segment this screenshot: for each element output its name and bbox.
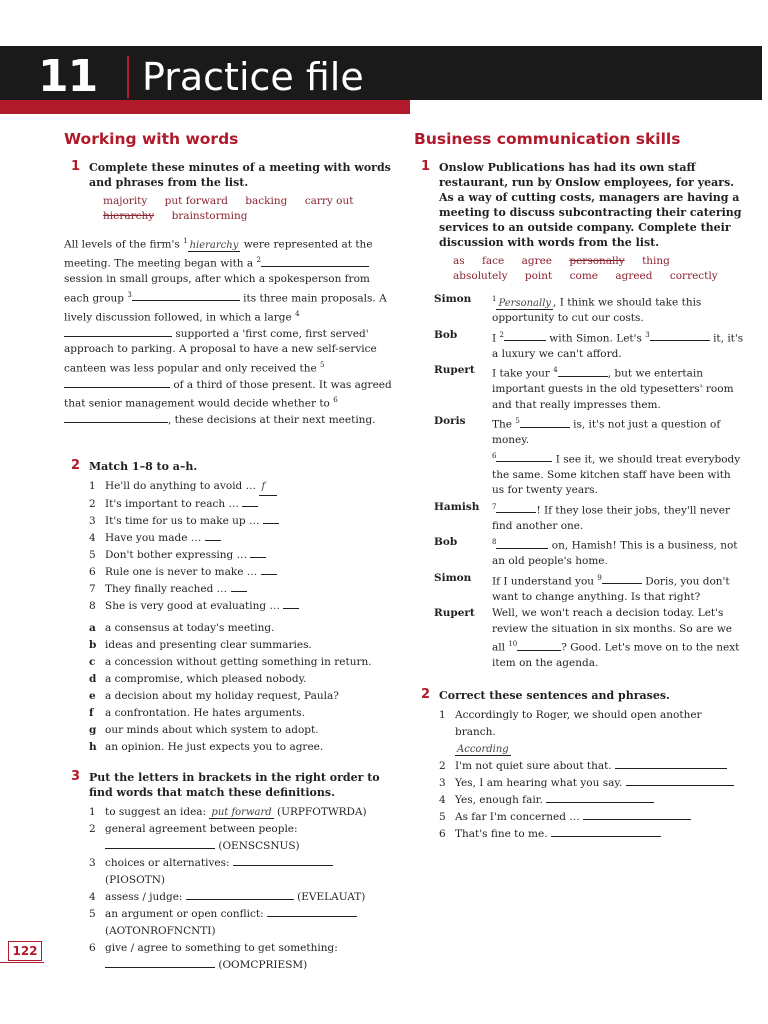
item-text: As far I'm concerned …: [455, 810, 580, 823]
option-text: a consensus at today's meeting.: [105, 621, 275, 634]
dialogue-line: [434, 328, 744, 363]
exercise-number: 1: [71, 159, 81, 174]
item-number: 4: [439, 793, 446, 806]
list-item: [89, 671, 394, 688]
dialogue-line: [434, 363, 744, 413]
handwritten-answer[interactable]: Personally: [498, 297, 552, 309]
list-item: [89, 637, 394, 654]
item-number: 3: [439, 776, 446, 789]
word-bank-item: absolutely: [453, 270, 508, 282]
exercise-2-right: [414, 688, 744, 843]
option-letter: b: [89, 638, 97, 651]
match-options: [89, 620, 394, 756]
gap-number: 4: [553, 366, 558, 374]
anagram-code: (EVELAUAT): [297, 890, 366, 903]
section-title-working-with-words: Working with words: [64, 130, 239, 148]
item-number: 8: [89, 599, 96, 612]
item-number: 7: [89, 582, 96, 595]
gap-number: 6: [492, 451, 497, 460]
word-bank-item: majority: [103, 195, 148, 207]
dialogue-line: [434, 571, 744, 606]
exercise-number: 2: [421, 686, 431, 702]
unit-number: 11: [38, 51, 98, 102]
list-item: [439, 792, 744, 809]
text: All levels of the firm's: [64, 238, 184, 251]
answer-blank[interactable]: [504, 330, 546, 341]
option-letter: g: [89, 723, 97, 736]
list-item: [89, 530, 394, 547]
gap-number: 2: [256, 256, 261, 264]
answer-blank[interactable]: [615, 758, 727, 769]
line-text: I: [492, 332, 500, 344]
list-item: [89, 722, 394, 739]
item-text: He'll do anything to avoid …: [105, 479, 257, 492]
word-bank-item: put forward: [164, 195, 228, 207]
list-item: [89, 889, 394, 906]
option-text: our minds about which system to adopt.: [105, 723, 319, 736]
answer-blank[interactable]: [132, 290, 240, 301]
answer-blank[interactable]: [242, 496, 258, 507]
answer-blank[interactable]: [650, 330, 710, 341]
item-text: choices or alternatives:: [105, 856, 233, 869]
minutes-paragraph: [64, 234, 394, 429]
item-text: It's time for us to make up …: [105, 514, 260, 527]
word-bank-item: thing: [642, 255, 670, 267]
list-item: [89, 906, 394, 940]
exercise-instruction: Match 1–8 to a–h.: [89, 459, 198, 473]
line-text: The: [492, 418, 516, 431]
line-text: ? Good. Let's move on to the next item on the agenda.: [492, 641, 740, 669]
list-item: [89, 598, 394, 615]
answer-blank[interactable]: [250, 547, 266, 558]
answer-blank[interactable]: [64, 377, 170, 388]
answer-blank[interactable]: [551, 826, 661, 837]
item-number: 6: [89, 941, 96, 954]
anagram-code: (OENSCSNUS): [218, 839, 300, 852]
gap-number: 4: [295, 309, 300, 318]
list-item: [89, 620, 394, 637]
item-number: 3: [89, 514, 96, 527]
item-text: Rule one is never to make …: [105, 565, 258, 578]
word-bank-item: as: [453, 255, 465, 267]
option-text: a compromise, which pleased nobody.: [105, 672, 307, 685]
exercise-instruction: Complete these minutes of a meeting with words and phrases from the list.: [89, 161, 391, 189]
answer-blank[interactable]: [205, 530, 221, 541]
exercise-1-left: [64, 160, 394, 224]
item-number: 4: [89, 890, 96, 903]
option-letter: h: [89, 740, 97, 753]
handwritten-answer: hierarchy: [189, 239, 239, 251]
speaker-name: Bob: [434, 536, 458, 548]
option-text: an opinion. He just expects you to agree.: [105, 740, 324, 753]
word-bank: [103, 194, 394, 224]
exercise-1-right: [414, 160, 744, 284]
line-text: with Simon. Let's: [545, 332, 646, 344]
word-bank-item-used: personally: [569, 255, 625, 267]
exercise-number: 2: [71, 457, 81, 473]
line-text: on, Hamish! This is a business, not an old people's home.: [492, 539, 738, 567]
answer-blank[interactable]: [602, 573, 642, 584]
section-title-business-communication: Business communication skills: [414, 130, 681, 148]
answer-blank[interactable]: [64, 326, 172, 337]
page-number-rule: [0, 962, 44, 963]
item-text: That's fine to me.: [455, 827, 548, 840]
answer-blank[interactable]: [233, 855, 333, 866]
header-divider: [127, 56, 129, 98]
speaker-name: Simon: [434, 571, 472, 584]
option-letter: e: [89, 689, 96, 702]
text: of a third of those present. It was agreed that senior management would decide whether to: [64, 378, 392, 410]
list-item: [89, 940, 394, 974]
line-text: , but we entertain important guests in the old typesetters' room and that really impresses them.: [492, 367, 734, 411]
anagram-code: (URPFOTWRDA): [277, 805, 367, 818]
item-number: 1: [89, 479, 96, 492]
exercise-instruction: Put the letters in brackets in the right order to find words that match these definitions.: [89, 770, 380, 799]
line-text: Doris, you don't want to change anything. Is that right?: [492, 575, 730, 603]
word-bank-item: backing: [245, 195, 288, 207]
dialogue-line: [434, 606, 744, 672]
list-item: [89, 821, 394, 855]
anagram-code: (AOTONROFNCNTI): [105, 924, 216, 937]
exercise-instruction: Correct these sentences and phrases.: [439, 688, 670, 702]
speaker-name: Simon: [434, 293, 472, 305]
line-text: ! If they lose their jobs, they'll never find another one.: [492, 504, 730, 532]
item-text: general agreement between people:: [105, 822, 298, 835]
gap-number: 7: [492, 502, 497, 511]
handwritten-answer[interactable]: put forward: [211, 806, 272, 818]
item-text: It's important to reach …: [105, 497, 240, 510]
anagram-items: [89, 804, 394, 974]
line-text: I see it, we should treat everybody the same. Some kitchen staff have been with us for twenty years.: [492, 453, 741, 496]
item-text: an argument or open conflict:: [105, 907, 267, 920]
gap-number: 2: [499, 330, 504, 339]
list-item: [89, 688, 394, 705]
answer-blank[interactable]: [261, 256, 369, 267]
option-letter: c: [89, 655, 96, 668]
item-number: 4: [89, 531, 96, 544]
list-item: [89, 547, 394, 564]
answer-blank[interactable]: [283, 598, 299, 609]
gap-number: 8: [492, 538, 497, 546]
item-text: I'm not quiet sure about that.: [455, 759, 612, 772]
line-text: it, it's a luxury we can't afford.: [492, 332, 744, 360]
item-text: Yes, enough fair.: [455, 793, 543, 806]
item-number: 6: [89, 565, 96, 578]
item-text: Have you made …: [105, 531, 202, 544]
answer-blank[interactable]: [105, 957, 215, 968]
left-column: [64, 130, 394, 982]
line-text: I take your: [492, 367, 554, 380]
gap-number: 5: [515, 417, 520, 425]
text: were represented at the meeting. The meeting began with a: [64, 238, 373, 270]
list-item: [439, 826, 744, 843]
speaker-name: Hamish: [434, 500, 480, 513]
list-item: [89, 581, 394, 598]
gap-number: 3: [127, 290, 132, 299]
word-bank-item: carry out: [304, 195, 354, 207]
answer-blank[interactable]: [546, 792, 654, 803]
dialogue-line: [434, 414, 744, 499]
answer-blank[interactable]: [496, 451, 552, 462]
answer-blank[interactable]: [231, 581, 247, 592]
item-text: to suggest an idea:: [105, 805, 210, 818]
exercise-number: 1: [421, 159, 431, 174]
list-item: [439, 775, 744, 792]
list-item: [89, 496, 394, 513]
item-number: 5: [439, 810, 446, 823]
line-text: is, it's not just a question of money.: [492, 418, 721, 446]
list-item: [89, 705, 394, 722]
item-text: She is very good at evaluating …: [105, 599, 280, 612]
item-number: 2: [439, 759, 446, 772]
gap-number: 3: [645, 330, 650, 339]
text: , these decisions at their next meeting.: [168, 414, 376, 426]
gap-number: 1: [492, 295, 497, 303]
item-text: assess / judge:: [105, 890, 186, 903]
option-text: a confrontation. He hates arguments.: [105, 706, 305, 719]
item-number: 2: [89, 822, 96, 835]
text: session in small groups, after which a spokesperson from each group: [64, 273, 370, 304]
answer-blank[interactable]: [517, 640, 561, 651]
word-bank-item: point: [524, 270, 553, 282]
line-text: If I understand you: [492, 575, 598, 587]
option-letter: d: [89, 672, 97, 685]
word-bank-item: come: [569, 270, 598, 282]
gap-number: 1: [183, 237, 188, 245]
page-title: Practice file: [142, 55, 364, 99]
header-bar: [0, 46, 762, 100]
item-number: 1: [439, 708, 446, 721]
option-letter: a: [89, 621, 96, 634]
answer-blank[interactable]: [496, 502, 536, 513]
text: its three main proposals. A lively discussion followed, in which a large: [64, 292, 387, 323]
exercise-3-left: [64, 770, 394, 974]
word-bank: [453, 254, 744, 284]
correction-items: [439, 707, 744, 843]
match-items: [89, 478, 394, 615]
item-number: 2: [89, 497, 96, 510]
item-number: 3: [89, 856, 96, 869]
exercise-2-left: [64, 459, 394, 756]
answer-blank[interactable]: [267, 906, 357, 917]
dialogue-line: [434, 535, 744, 570]
item-text: They finally reached …: [105, 582, 228, 595]
right-column: [414, 130, 744, 851]
word-bank-item: correctly: [669, 270, 718, 282]
option-text: a concession without getting something in return.: [105, 655, 372, 668]
list-item: [439, 758, 744, 775]
handwritten-answer[interactable]: f: [259, 478, 277, 496]
answer-blank[interactable]: [583, 809, 691, 820]
list-item: [89, 804, 394, 821]
item-text: Yes, I am hearing what you say.: [455, 776, 623, 789]
gap-number: 10: [508, 640, 518, 648]
answer-blank[interactable]: [558, 366, 608, 377]
dialogue: [434, 292, 744, 672]
item-number: 5: [89, 907, 96, 920]
item-number: 6: [439, 827, 446, 840]
text: supported a 'first come, first served' approach to parking. A proposal to have a new self-service canteen was less popular and only received the: [64, 327, 377, 374]
anagram-code: (OOMCPRIESM): [218, 958, 308, 971]
list-item: [439, 809, 744, 826]
option-text: ideas and presenting clear summaries.: [105, 638, 312, 651]
anagram-code: (PIOSOTN): [105, 873, 166, 886]
page-number: 122: [8, 941, 42, 961]
word-bank-item: face: [482, 255, 505, 267]
gap-number: 6: [333, 396, 338, 404]
answer-blank[interactable]: [105, 838, 215, 849]
line-text: , I think we should take this opportunity to cut our costs.: [492, 296, 702, 324]
list-item: [89, 478, 394, 496]
list-item: [89, 739, 394, 756]
item-text: give / agree to something to get something:: [105, 941, 338, 954]
answer-blank[interactable]: [263, 513, 279, 524]
speaker-name: Doris: [434, 415, 466, 427]
answer-blank[interactable]: [261, 564, 277, 575]
item-text: Accordingly to Roger, we should open another branch.: [455, 708, 702, 738]
word-bank-item-used: hierarchy: [103, 210, 155, 222]
answer-blank[interactable]: [496, 538, 548, 549]
dialogue-line: [434, 292, 744, 327]
gap-number: 5: [320, 360, 325, 369]
line-text: Well, we won't reach a decision today. Let's review the situation in six months. So are we all: [492, 607, 733, 654]
answer-blank[interactable]: [626, 775, 734, 786]
speaker-name: Rupert: [434, 607, 475, 619]
gap-number: 9: [597, 573, 602, 582]
list-item: [439, 707, 744, 758]
answer-blank[interactable]: [186, 889, 294, 900]
list-item: [89, 654, 394, 671]
item-text: Don't bother expressing …: [105, 548, 248, 561]
list-item: [89, 564, 394, 581]
answer-blank[interactable]: [64, 412, 168, 423]
word-bank-item: brainstorming: [171, 210, 248, 222]
speaker-name: Rupert: [434, 364, 475, 376]
list-item: [89, 513, 394, 530]
list-item: [89, 855, 394, 889]
exercise-number: 3: [71, 768, 81, 784]
option-text: a decision about my holiday request, Paula?: [105, 689, 339, 702]
option-letter: f: [89, 706, 94, 719]
handwritten-answer[interactable]: According: [457, 743, 509, 755]
speaker-name: Bob: [434, 328, 458, 341]
word-bank-item: agreed: [615, 270, 653, 282]
answer-blank[interactable]: [520, 417, 570, 428]
item-number: 5: [89, 548, 96, 561]
word-bank-item: agree: [521, 255, 553, 267]
dialogue-line: [434, 500, 744, 535]
item-number: 1: [89, 805, 96, 818]
exercise-instruction: Onslow Publications has had its own staff restaurant, run by Onslow employees, for years. As a way of cutting costs, managers are having a meeting to discuss subcontracting their catering services to an outside company. Complete their discussion with words from the list.: [439, 161, 742, 249]
